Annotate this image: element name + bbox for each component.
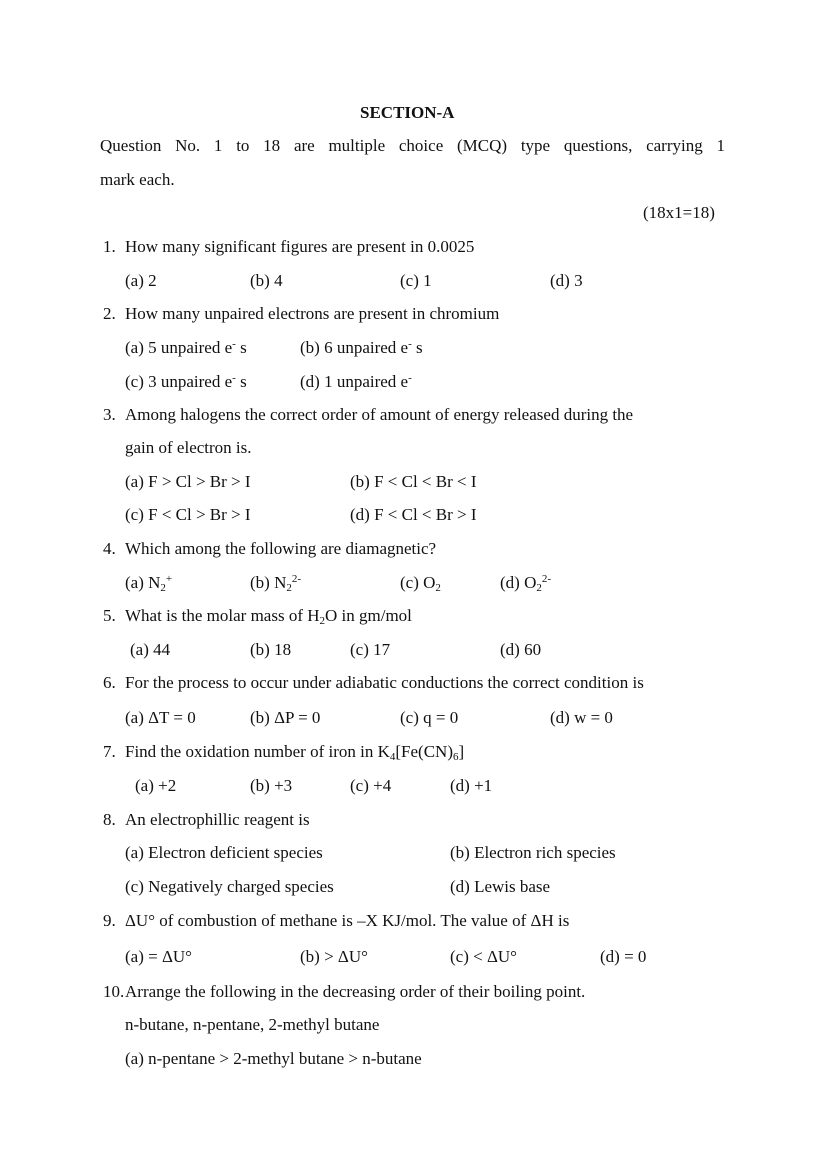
option-d: (d) 1 unpaired e- xyxy=(300,372,412,391)
marks-label: (18x1=18) xyxy=(643,203,715,222)
option-b: (b) 18 xyxy=(250,640,292,659)
question-text: What is the molar mass of $H_2O$ in gm/mol xyxy=(125,606,412,627)
option-d: (d) Lewis base xyxy=(450,877,551,896)
option-c: (c) q = 0 xyxy=(400,708,459,727)
option-a: (a) Electron deficient species xyxy=(125,843,323,862)
question-number: 6. xyxy=(103,673,116,692)
question-text: How many significant figures are present in 0.0025 xyxy=(125,237,475,256)
question-text: Find the oxidation number of iron in $K_4[Fe(CN)_6]$ xyxy=(125,742,465,763)
option-d: (d) 60 xyxy=(500,640,542,659)
question-text: ΔU° of combustion of methane is –X KJ/mol. The value of ΔH is xyxy=(125,911,570,930)
option-d: (d) = 0 xyxy=(600,947,647,966)
option-d: (d) $O_2^{2-}$ xyxy=(500,573,552,594)
option-a: (a) F > Cl > Br > I xyxy=(125,472,251,491)
option-a: (a) +2 xyxy=(135,776,177,795)
question-number: 8. xyxy=(103,810,116,829)
question-number: 7. xyxy=(103,742,116,761)
option-c: (c) F < Cl > Br > I xyxy=(125,505,251,524)
option-b: (b) +3 xyxy=(250,776,293,795)
option-c: (c) +4 xyxy=(350,776,392,795)
question-text: How many unpaired electrons are present in chromium xyxy=(125,304,500,323)
question-number: 10. xyxy=(103,982,125,1001)
question-text: For the process to occur under adiabatic conductions the correct condition is xyxy=(125,673,644,692)
option-b: (b) 6 unpaired e- s xyxy=(300,338,423,357)
question-text: An electrophillic reagent is xyxy=(125,810,310,829)
option-a: (a) ΔT = 0 xyxy=(125,708,196,727)
option-c: (c) $O_2$ xyxy=(400,573,441,594)
option-c: (c) 1 xyxy=(400,271,432,290)
option-c: (c) 17 xyxy=(350,640,391,659)
option-b: (b) $N_2^{2-}$ xyxy=(250,573,302,594)
option-a: (a) 2 xyxy=(125,271,157,290)
option-d: (d) +1 xyxy=(450,776,493,795)
option-d: (d) 3 xyxy=(550,271,583,290)
question-number: 5. xyxy=(103,606,116,625)
option-c: (c) < ΔU° xyxy=(450,947,517,966)
option-b: (b) Electron rich species xyxy=(450,843,616,862)
option-d: (d) F < Cl < Br > I xyxy=(350,505,477,524)
intro-line-2: mark each. xyxy=(100,170,175,189)
question-number: 4. xyxy=(103,539,116,558)
question-text-line-1: Among halogens the correct order of amount of energy released during the xyxy=(125,405,634,424)
question-number: 1. xyxy=(103,237,116,256)
question-text: Which among the following are diamagnetic? xyxy=(125,539,437,558)
question-text-line-2: gain of electron is. xyxy=(125,438,252,457)
question-subtext: n-butane, n-pentane, 2-methyl butane xyxy=(125,1015,380,1034)
option-a: (a) n-pentane > 2-methyl butane > n-butane xyxy=(125,1049,422,1068)
option-b: (b) > ΔU° xyxy=(300,947,368,966)
option-a: (a) 44 xyxy=(130,640,171,659)
option-c: (c) 3 unpaired e- s xyxy=(125,372,247,391)
option-a: (a) 5 unpaired e- s xyxy=(125,338,247,357)
section-title: SECTION-A xyxy=(360,103,455,122)
option-c: (c) Negatively charged species xyxy=(125,877,334,896)
option-a: (a) = ΔU° xyxy=(125,947,192,966)
intro-line-1: Question No. 1 to 18 are multiple choice (MCQ) type questions, carrying 1 xyxy=(100,136,725,155)
option-b: (b) 4 xyxy=(250,271,283,290)
question-number: 2. xyxy=(103,304,116,323)
option-b: (b) ΔP = 0 xyxy=(250,708,321,727)
option-d: (d) w = 0 xyxy=(550,708,613,727)
question-text: Arrange the following in the decreasing order of their boiling point. xyxy=(125,982,586,1001)
question-number: 3. xyxy=(103,405,116,424)
question-number: 9. xyxy=(103,911,116,930)
option-a: (a) $N_2^+$ xyxy=(125,573,173,594)
option-b: (b) F < Cl < Br < I xyxy=(350,472,477,491)
